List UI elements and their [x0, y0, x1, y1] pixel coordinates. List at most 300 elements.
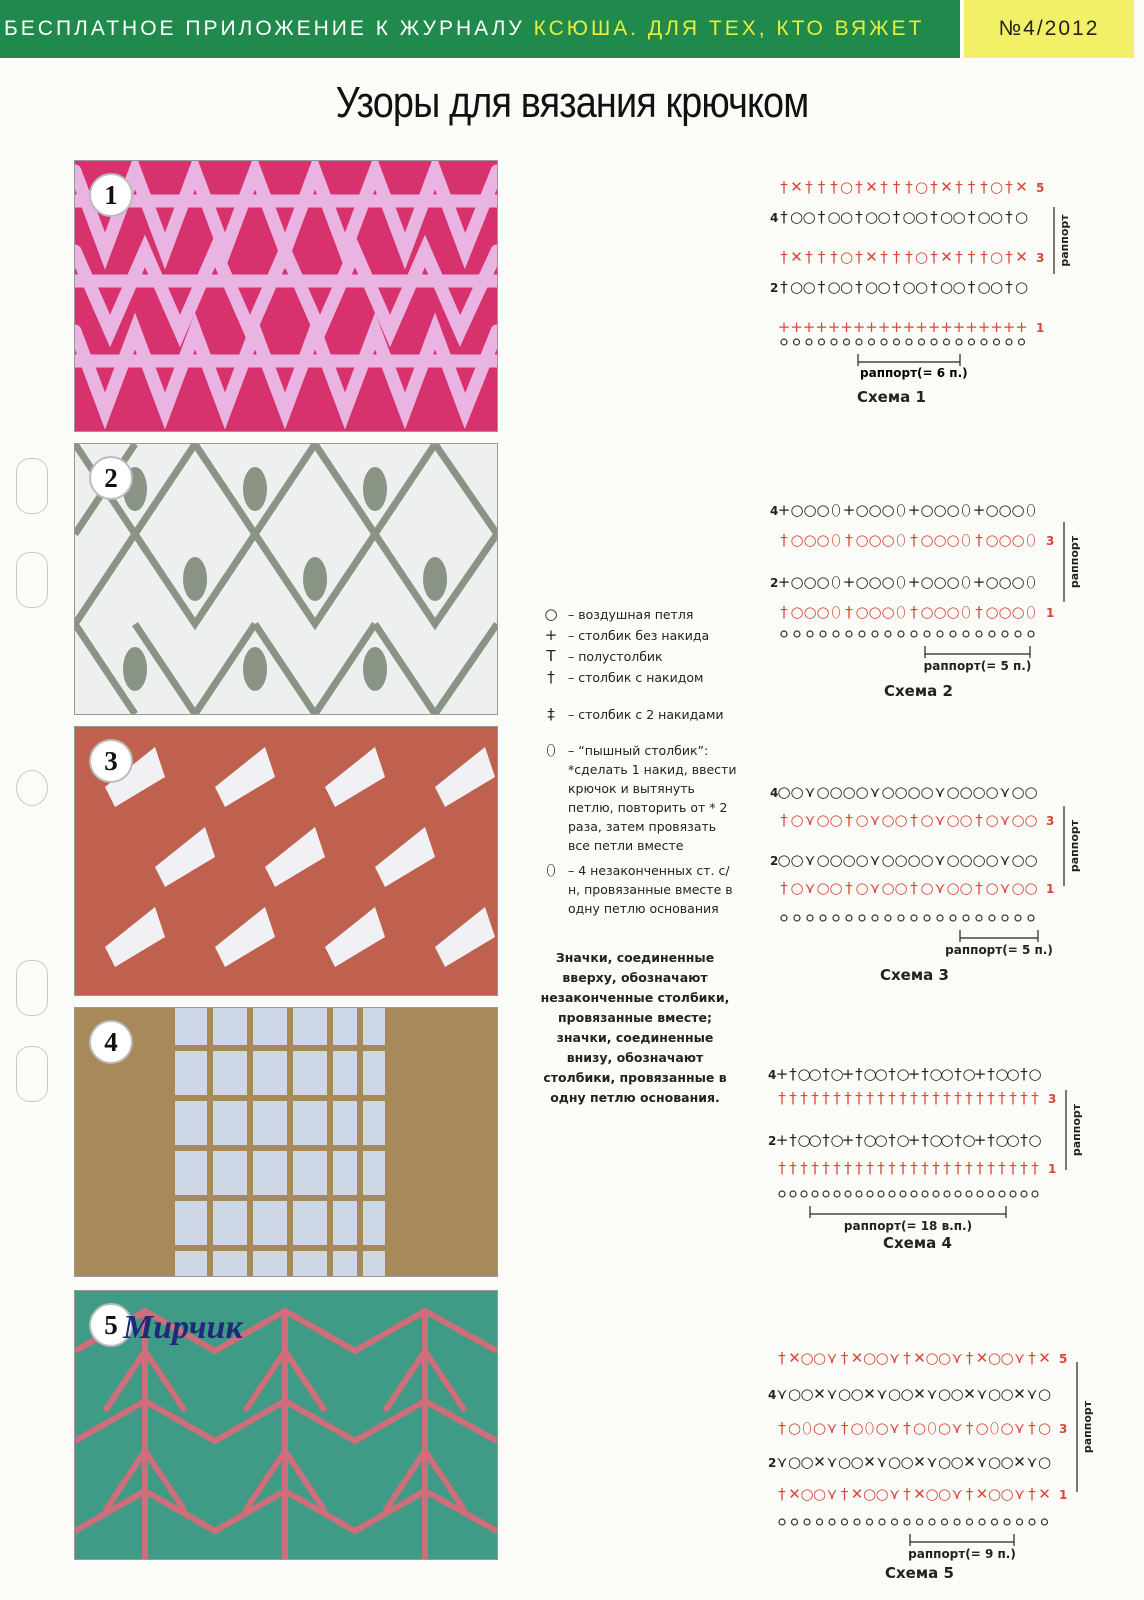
chain-stitch-icon: [889, 1191, 895, 1197]
stitch-symbol: †: [840, 1349, 849, 1367]
chain-stitch-icon: [898, 915, 904, 921]
stitch-symbol: †: [811, 1089, 819, 1107]
stitch-symbol: †: [975, 603, 983, 621]
binder-hole: [16, 1046, 48, 1102]
stitch-symbol: ○: [829, 851, 843, 869]
stitch-symbol: ○: [874, 1065, 888, 1083]
stitch-symbol: ○: [1037, 1385, 1052, 1403]
stitch-symbol: ○: [959, 879, 973, 897]
cluster-stitch-icon: ⬯: [546, 861, 556, 879]
stitch-symbol: ⋎: [889, 1349, 900, 1367]
row-number: 1: [1046, 882, 1055, 896]
stitch-symbol: ○: [887, 1453, 902, 1471]
stitch-symbol: ○: [998, 501, 1012, 519]
stitch-symbol: †: [855, 178, 863, 196]
stitch-symbol: ✕: [813, 1385, 826, 1403]
stitch-symbol: ⋎: [869, 783, 881, 801]
stitch-symbol: ○: [881, 501, 895, 519]
stitch-symbol: †: [998, 1159, 1006, 1177]
scheme-repeat-label: раппорт(= 5 п.): [923, 659, 1032, 673]
stitch-symbol: ○: [987, 1349, 1002, 1367]
scheme-side-repeat: раппорт: [1081, 1400, 1094, 1454]
scheme-repeat-label: раппорт(= 18 в.п.): [843, 1219, 973, 1233]
chain-stitch-icon: [807, 631, 813, 637]
stitch-symbol: ○: [995, 1131, 1009, 1149]
stitch-symbol: ○: [940, 1131, 954, 1149]
stitch-symbol: ○: [875, 1419, 889, 1437]
photo-number: 4: [89, 1020, 133, 1064]
stitch-symbol: ⋎: [826, 1453, 838, 1471]
stitch-symbol: †: [930, 208, 938, 226]
stitch-symbol: †: [967, 208, 976, 226]
chain-stitch-icon: [1032, 1191, 1038, 1197]
stitch-symbol: ○: [816, 603, 830, 621]
legend-item: ⬯ – “пышный столбик”: *сделать 1 накид, ввести крючок и вытянуть петлю, повторить от * 2 раза, затем провязать все петли вместе: [540, 741, 738, 855]
stitch-symbol: ○: [962, 1065, 976, 1083]
stitch-symbol: ⋎: [976, 1385, 988, 1403]
stitch-symbol: ○: [989, 208, 1004, 226]
stitch-symbol: †: [967, 278, 976, 296]
stitch-symbol: ○: [907, 851, 921, 869]
stitch-symbol: ✕: [963, 1385, 976, 1403]
stitch-symbol: †: [967, 178, 976, 196]
stitch-symbol: ○: [829, 783, 843, 801]
stitch-symbol: ○: [789, 278, 804, 296]
stitch-symbol: †: [954, 1089, 962, 1107]
stitch-symbol: ○: [790, 531, 804, 549]
stitch-symbol: †: [921, 1089, 929, 1107]
chain-stitch-icon: [933, 1191, 939, 1197]
stitch-symbol: ○: [787, 1419, 802, 1437]
stitch-symbol: ○: [987, 1453, 1002, 1471]
stitch-symbol: †: [822, 1065, 830, 1083]
single-crochet-icon: +: [544, 626, 558, 644]
stitch-symbol: ○: [989, 278, 1004, 296]
stitch-symbol: ○: [920, 603, 934, 621]
chain-stitch-icon: [1021, 1191, 1027, 1197]
chain-stitch-icon: [988, 1191, 994, 1197]
chain-stitch-icon: [869, 339, 875, 345]
chain-stitch-icon: [1002, 915, 1008, 921]
stitch-symbol: ○: [827, 208, 841, 226]
stitch-symbol: †: [789, 1131, 797, 1149]
stitch-symbol: +: [907, 1065, 921, 1083]
chain-stitch-icon: [931, 339, 937, 345]
stitch-symbol: †: [987, 1159, 995, 1177]
stitch-symbol: ⋎: [934, 811, 946, 829]
stitch-symbol: †: [903, 1485, 911, 1503]
chain-stitch-icon: [944, 1191, 950, 1197]
stitch-symbol: ○: [896, 1065, 910, 1083]
stitch-symbol: ○: [1000, 1485, 1014, 1503]
stitch-symbol: †: [1020, 1065, 1028, 1083]
stitch-symbol: ✕: [850, 1485, 864, 1503]
chain-stitch-icon: [844, 339, 850, 345]
stitch-symbol: ○: [946, 783, 960, 801]
stitch-symbol: ○: [987, 1485, 1002, 1503]
chain-stitch-icon: [911, 631, 917, 637]
row-number: 2: [768, 1456, 777, 1470]
chain-stitch-icon: [924, 915, 930, 921]
stitch-symbol: ○: [868, 603, 882, 621]
scheme-4: [768, 1058, 1083, 1233]
stitch-symbol: +: [877, 318, 891, 336]
stitch-symbol: ○: [972, 851, 986, 869]
chain-stitch-icon: [1029, 1519, 1035, 1525]
stitch-symbol: †: [980, 178, 988, 196]
stitch-symbol: +: [840, 318, 853, 336]
stitch-symbol: †: [965, 1419, 974, 1437]
stitch-symbol: †: [899, 1159, 907, 1177]
stitch-symbol: ⬯: [831, 531, 841, 549]
binder-hole: [16, 552, 48, 608]
stitch-symbol: †: [780, 531, 788, 549]
stitch-symbol: ⬯: [1026, 501, 1036, 519]
legend-item: † – столбик с накидом: [540, 667, 740, 688]
stitch-symbol: ○: [881, 879, 895, 897]
photo-5: [74, 1290, 498, 1560]
stitch-symbol: †: [892, 278, 901, 296]
chain-stitch-icon: [801, 1191, 807, 1197]
stitch-symbol: †: [965, 1089, 973, 1107]
stitch-symbol: ○: [875, 1349, 889, 1367]
stitch-symbol: ○: [977, 278, 991, 296]
legend-item: + – столбик без накида: [540, 625, 740, 646]
double-crochet-icon: †: [547, 668, 555, 686]
chain-stitch-icon: [833, 915, 839, 921]
stitch-symbol: †: [822, 1131, 830, 1149]
stitch-symbol: +: [852, 318, 866, 336]
stitch-symbol: ○: [959, 811, 973, 829]
legend-item: ⬯ – 4 незаконченных ст. с/н, провязанные вместе в одну петлю основания: [540, 861, 738, 918]
stitch-symbol: ○: [855, 603, 869, 621]
stitch-symbol: ○: [937, 1385, 952, 1403]
stitch-symbol: ○: [900, 1453, 914, 1471]
stitch-symbol: †: [855, 1065, 863, 1083]
stitch-symbol: ○: [920, 811, 934, 829]
stitch-symbol: ⬯: [802, 1419, 812, 1437]
row-number: 2: [768, 1134, 777, 1148]
stitch-symbol: †: [943, 1159, 951, 1177]
stitch-symbol: †: [1031, 1159, 1039, 1177]
photo-number: 2: [89, 456, 133, 500]
scheme-1-diagram: [770, 162, 1071, 380]
stitch-symbol: ○: [1011, 783, 1025, 801]
chain-stitch-icon: [922, 1191, 928, 1197]
stitch-symbol: +: [775, 1131, 789, 1149]
stitch-symbol: ○: [896, 1131, 910, 1149]
photo-1: [74, 160, 498, 432]
stitch-symbol: ○: [933, 603, 947, 621]
stitch-symbol: ○: [839, 278, 854, 296]
stitch-symbol: +: [990, 318, 1003, 336]
stitch-symbol: ○: [855, 811, 869, 829]
stitch-symbol: ⋎: [804, 851, 816, 869]
stitch-symbol: ○: [816, 573, 830, 591]
stitch-symbol: ⬯: [961, 603, 971, 621]
stitch-symbol: ○: [803, 603, 817, 621]
chain-stitch-icon: [820, 915, 826, 921]
stitch-symbol: †: [899, 1089, 907, 1107]
half-double-crochet-icon: T: [546, 647, 556, 665]
stitch-symbol: ✕: [1013, 1453, 1026, 1471]
stitch-symbol: ○: [868, 573, 882, 591]
stitch-symbol: ○: [839, 178, 854, 196]
chain-stitch-icon: [976, 631, 982, 637]
stitch-symbol: †: [888, 1131, 896, 1149]
chain-stitch-icon: [1015, 915, 1021, 921]
stitch-symbol: †: [845, 811, 853, 829]
row-number: 4: [770, 504, 779, 518]
stitch-symbol: ○: [777, 783, 791, 801]
stitch-symbol: †: [1028, 1419, 1036, 1437]
stitch-symbol: †: [778, 1159, 786, 1177]
stitch-symbol: †: [1005, 248, 1013, 266]
stitch-symbol: +: [973, 1131, 987, 1149]
stitch-symbol: †: [965, 1349, 974, 1367]
stitch-symbol: ○: [894, 879, 908, 897]
stitch-symbol: ○: [816, 851, 830, 869]
stitch-symbol: †: [805, 178, 813, 196]
stitch-symbol: ○: [1014, 208, 1029, 226]
stitch-symbol: ⋎: [776, 1385, 788, 1403]
stitch-symbol: +: [827, 318, 841, 336]
stitch-symbol: ○: [959, 851, 973, 869]
row-number: 5: [1059, 1352, 1068, 1366]
stitch-symbol: ○: [939, 278, 954, 296]
stitch-symbol: †: [877, 1159, 885, 1177]
chain-stitch-icon: [779, 1519, 785, 1525]
stitch-symbol: ○: [790, 783, 804, 801]
photo-number: 5: [89, 1303, 133, 1347]
stitch-symbol: ○: [803, 531, 817, 549]
stitch-symbol: ○: [902, 208, 916, 226]
stitch-symbol: ✕: [913, 1385, 926, 1403]
row-number: 4: [770, 211, 779, 225]
chain-stitch-icon: [898, 631, 904, 637]
scheme-side-repeat: раппорт: [1058, 214, 1071, 267]
stitch-symbol: ○: [933, 531, 947, 549]
stitch-symbol: †: [888, 1089, 896, 1107]
chain-stitch-icon: [956, 339, 962, 345]
chain-stitch-icon: [1019, 339, 1025, 345]
stitch-symbol: †: [888, 1065, 896, 1083]
stitch-symbol: ○: [837, 1453, 852, 1471]
stitch-symbol: ⋎: [1026, 1385, 1038, 1403]
scheme-2: [770, 492, 1081, 673]
stitch-symbol: ✕: [940, 248, 953, 266]
stitch-symbol: ○: [803, 573, 817, 591]
chain-stitch-icon: [1004, 1519, 1010, 1525]
stitch-symbol: ○: [816, 879, 830, 897]
row-number: 1: [1036, 321, 1045, 335]
stitch-symbol: †: [1009, 1089, 1017, 1107]
stitch-symbol: +: [842, 501, 856, 519]
stitch-symbol: ○: [914, 208, 929, 226]
stitch-symbol: ⬯: [896, 501, 906, 519]
binder-hole: [16, 458, 48, 514]
stitch-symbol: ⋎: [826, 1349, 838, 1367]
stitch-symbol: ⋎: [869, 851, 881, 869]
stitch-symbol: †: [1028, 1349, 1036, 1367]
chain-stitch-icon: [999, 1191, 1005, 1197]
stitch-symbol: ○: [881, 603, 895, 621]
chain-stitch-icon: [989, 915, 995, 921]
stitch-symbol: †: [855, 278, 863, 296]
stitch-symbol: †: [975, 531, 983, 549]
stitch-symbol: †: [910, 1159, 918, 1177]
stitch-symbol: †: [845, 603, 853, 621]
stitch-symbol: ○: [914, 278, 929, 296]
stitch-symbol: †: [840, 1419, 849, 1437]
stitch-symbol: +: [973, 1065, 987, 1083]
stitch-symbol: ○: [881, 531, 895, 549]
scheme-caption: Схема 3: [880, 966, 949, 984]
stitch-symbol: ○: [977, 208, 991, 226]
stitch-symbol: ○: [985, 783, 999, 801]
stitch-symbol: ✕: [865, 248, 878, 266]
stitch-symbol: ⋎: [889, 1419, 900, 1437]
stitch-symbol: ○: [1024, 851, 1038, 869]
stitch-symbol: ○: [950, 1453, 964, 1471]
stitch-symbol: ○: [985, 501, 999, 519]
stitch-symbol: ⋎: [999, 811, 1011, 829]
stitch-symbol: ✕: [1015, 248, 1028, 266]
stitch-symbol: ○: [946, 851, 960, 869]
photo-number: 3: [89, 739, 133, 783]
stitch-symbol: †: [1020, 1131, 1028, 1149]
chain-stitch-icon: [867, 1191, 873, 1197]
stitch-symbol: ○: [959, 783, 973, 801]
header-banner: [0, 0, 960, 58]
chain-stitch-icon: [904, 1519, 910, 1525]
stitch-symbol: ⋎: [804, 879, 816, 897]
stitch-symbol: ○: [812, 1419, 827, 1437]
stitch-symbol: †: [855, 1131, 863, 1149]
stitch-symbol: †: [955, 178, 963, 196]
stitch-symbol: †: [967, 248, 976, 266]
stitch-symbol: ⋎: [999, 851, 1011, 869]
scheme-3-diagram: [770, 776, 1081, 957]
stitch-symbol: ○: [887, 1385, 902, 1403]
row-number: 3: [1036, 251, 1045, 265]
stitch-symbol: ○: [839, 208, 854, 226]
stitch-symbol: †: [833, 1159, 841, 1177]
stitch-symbol: ○: [868, 501, 882, 519]
stitch-symbol: †: [817, 248, 826, 266]
stitch-symbol: ○: [790, 851, 804, 869]
stitch-symbol: ○: [830, 1065, 844, 1083]
stitch-symbol: †: [905, 248, 913, 266]
stitch-symbol: ○: [790, 603, 804, 621]
chain-stitch-icon: [854, 1519, 860, 1525]
stitch-symbol: †: [930, 278, 938, 296]
row-number: 4: [770, 786, 779, 800]
chain-stitch-icon: [831, 339, 837, 345]
stitch-symbol: ○: [1037, 1419, 1052, 1437]
chain-stitch-icon: [885, 631, 891, 637]
stitch-symbol: ○: [800, 1385, 814, 1403]
stitch-symbol: ⬯: [1026, 603, 1036, 621]
stitch-symbol: ⬯: [864, 1419, 875, 1437]
stitch-symbol: ○: [829, 811, 843, 829]
chain-stitch-icon: [859, 631, 865, 637]
stitch-symbol: †: [800, 1089, 808, 1107]
stitch-symbol: ✕: [1013, 1385, 1026, 1403]
stitch-symbol: †: [780, 811, 788, 829]
chain-stitch-icon: [967, 1519, 973, 1525]
stitch-symbol: ○: [790, 879, 804, 897]
scheme-side-repeat: раппорт: [1068, 819, 1081, 873]
stitch-symbol: ✕: [913, 1453, 926, 1471]
stitch-symbol: ⬯: [896, 531, 906, 549]
stitch-symbol: ○: [998, 573, 1012, 591]
scheme-caption: Схема 4: [883, 1234, 952, 1252]
stitch-symbol: +: [1002, 318, 1016, 336]
chain-stitch-icon: [879, 1519, 885, 1525]
stitch-symbol: †: [954, 1131, 962, 1149]
stitch-symbol: ○: [1037, 1453, 1052, 1471]
stitch-symbol: ✕: [790, 178, 803, 196]
stitch-symbol: ⬯: [927, 1419, 937, 1437]
stitch-symbol: ○: [789, 208, 804, 226]
stitch-symbol: ○: [952, 278, 966, 296]
stitch-symbol: +: [907, 1131, 921, 1149]
stitch-symbol: +: [890, 318, 903, 336]
stitch-symbol: †: [955, 248, 963, 266]
row-number: 1: [1059, 1488, 1068, 1502]
stitch-symbol: ○: [862, 1485, 877, 1503]
stitch-symbol: ✕: [975, 1485, 989, 1503]
stitch-symbol: †: [888, 1159, 896, 1177]
stitch-symbol: †: [817, 208, 826, 226]
stitch-symbol: †: [1005, 178, 1013, 196]
chain-stitch-icon: [966, 1191, 972, 1197]
stitch-symbol: †: [910, 603, 918, 621]
stitch-symbol: ✕: [865, 178, 878, 196]
chain-stitch-icon: [976, 915, 982, 921]
stitch-symbol: ○: [800, 1485, 814, 1503]
row-number: 3: [1059, 1422, 1068, 1436]
chain-stitch-icon: [917, 1519, 923, 1525]
stitch-symbol: ⋎: [776, 1453, 788, 1471]
stitch-symbol: †: [866, 1089, 874, 1107]
stitch-symbol: +: [777, 573, 791, 591]
stitch-symbol: ○: [862, 1349, 877, 1367]
stitch-symbol: ✕: [975, 1349, 989, 1367]
stitch-symbol: ○: [940, 1065, 954, 1083]
binder-hole: [16, 960, 48, 1016]
chain-stitch-icon: [817, 1519, 823, 1525]
issue-number: №4/2012: [964, 0, 1134, 58]
stitch-symbol: ⋎: [934, 879, 946, 897]
stitch-symbol: ○: [929, 1065, 943, 1083]
stitch-symbol: †: [987, 1065, 995, 1083]
stitch-symbol: ○: [855, 501, 869, 519]
chain-stitch-icon: [1002, 631, 1008, 637]
stitch-symbol: ⋎: [1014, 1485, 1025, 1503]
stitch-symbol: †: [866, 1159, 874, 1177]
chain-stitch-icon: [842, 1519, 848, 1525]
chain-stitch-icon: [1028, 915, 1034, 921]
stitch-symbol: ○: [1011, 531, 1025, 549]
stitch-symbol: †: [855, 248, 863, 266]
stitch-symbol: ○: [1028, 1065, 1042, 1083]
stitch-symbol: †: [780, 603, 788, 621]
stitch-symbol: ⋎: [804, 783, 816, 801]
stitch-symbol: †: [903, 1349, 911, 1367]
stitch-symbol: †: [987, 1089, 995, 1107]
